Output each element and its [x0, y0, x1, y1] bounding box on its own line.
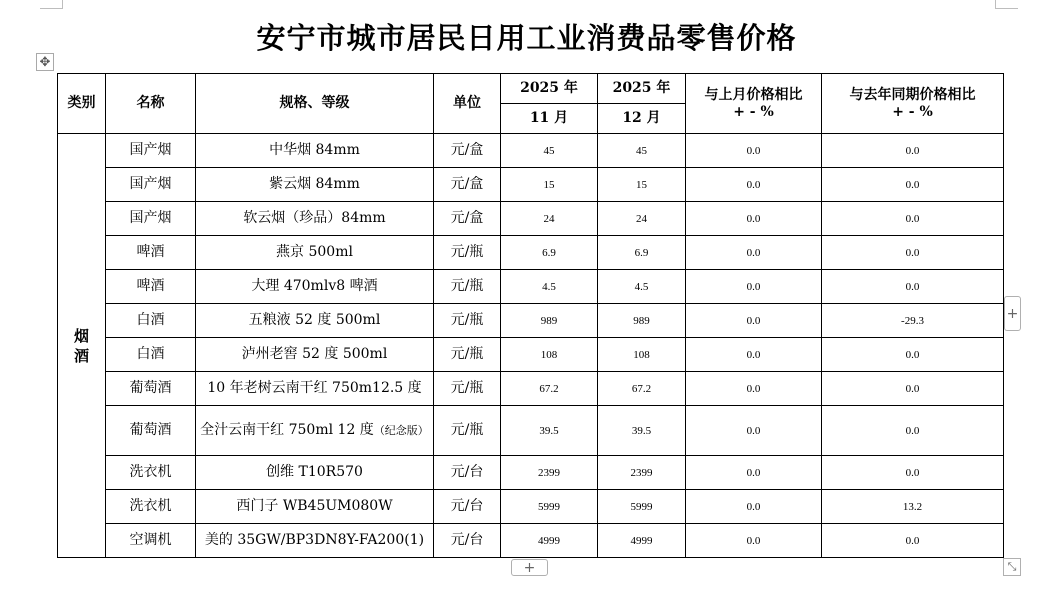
price-prev: 4.5 [501, 270, 598, 304]
item-name: 白酒 [106, 304, 196, 338]
item-spec: 10 年老树云南干红 750m12.5 度 [196, 372, 434, 406]
price-curr: 2399 [598, 456, 686, 490]
table-row [58, 456, 1004, 490]
item-name: 洗衣机 [106, 490, 196, 524]
category-cell [58, 134, 106, 558]
item-name: 空调机 [106, 524, 196, 558]
item-name: 啤酒 [106, 270, 196, 304]
header-prev-year: 2025 年 [501, 74, 598, 104]
price-curr: 4999 [598, 524, 686, 558]
price-curr: 108 [598, 338, 686, 372]
table-row [58, 134, 1004, 168]
item-unit: 元/台 [434, 490, 501, 524]
change-mom: 0.0 [686, 304, 822, 338]
item-spec: 软云烟（珍品）84mm [196, 202, 434, 236]
price-curr: 39.5 [598, 406, 686, 456]
change-yoy: 0.0 [822, 406, 1004, 456]
diagonal-resize-icon: ⤡ [1007, 560, 1017, 573]
price-table [57, 73, 1004, 558]
item-name: 洗衣机 [106, 456, 196, 490]
change-mom: 0.0 [686, 168, 822, 202]
header-curr-year: 2025 年 [598, 74, 686, 104]
item-unit: 元/台 [434, 524, 501, 558]
item-name: 葡萄酒 [106, 406, 196, 456]
table-move-handle[interactable] [36, 53, 54, 71]
item-spec: 五粮液 52 度 500ml [196, 304, 434, 338]
header-category: 类别 [58, 74, 106, 134]
change-mom: 0.0 [686, 270, 822, 304]
change-yoy: 0.0 [822, 202, 1004, 236]
header-spec: 规格、等级 [196, 74, 434, 134]
header-prev-month: 11 月 [501, 104, 598, 134]
table-row [58, 236, 1004, 270]
change-yoy: 13.2 [822, 490, 1004, 524]
change-yoy: 0.0 [822, 236, 1004, 270]
price-prev: 2399 [501, 456, 598, 490]
table-row [58, 372, 1004, 406]
item-unit: 元/瓶 [434, 270, 501, 304]
change-yoy: 0.0 [822, 372, 1004, 406]
price-prev: 45 [501, 134, 598, 168]
table-resize-handle[interactable] [1003, 558, 1021, 576]
item-unit: 元/瓶 [434, 372, 501, 406]
plus-icon: + [1006, 305, 1019, 322]
plus-icon: + [523, 559, 536, 576]
item-name: 葡萄酒 [106, 372, 196, 406]
price-prev: 6.9 [501, 236, 598, 270]
item-unit: 元/台 [434, 456, 501, 490]
table-row [58, 406, 1004, 456]
price-prev: 15 [501, 168, 598, 202]
table-row [58, 490, 1004, 524]
item-spec: 创维 T10R570 [196, 456, 434, 490]
header-mom-unit: + - % [733, 103, 774, 120]
item-unit: 元/瓶 [434, 338, 501, 372]
header-curr-month: 12 月 [598, 104, 686, 134]
price-curr: 45 [598, 134, 686, 168]
add-column-button[interactable] [511, 559, 548, 576]
add-row-button[interactable] [1004, 296, 1021, 331]
change-yoy: 0.0 [822, 456, 1004, 490]
change-yoy: 0.0 [822, 168, 1004, 202]
item-spec: 西门子 WB45UM080W [196, 490, 434, 524]
price-curr: 989 [598, 304, 686, 338]
change-yoy: 0.0 [822, 338, 1004, 372]
header-yoy-label: 与去年同期价格相比 [849, 86, 976, 103]
category-label: 烟酒 [74, 326, 90, 365]
table-row [58, 168, 1004, 202]
item-spec: 泸州老窖 52 度 500ml [196, 338, 434, 372]
change-mom: 0.0 [686, 236, 822, 270]
item-spec: 大理 470mlv8 啤酒 [196, 270, 434, 304]
document-title: 安宁市城市居民日用工业消费品零售价格 [256, 21, 797, 55]
price-prev: 108 [501, 338, 598, 372]
price-curr: 24 [598, 202, 686, 236]
header-yoy-unit: + - % [892, 103, 933, 120]
item-name: 国产烟 [106, 202, 196, 236]
item-unit: 元/盒 [434, 134, 501, 168]
change-mom: 0.0 [686, 406, 822, 456]
page-corner-mark-right [995, 0, 1018, 9]
change-mom: 0.0 [686, 372, 822, 406]
header-name: 名称 [106, 74, 196, 134]
price-prev: 5999 [501, 490, 598, 524]
header-mom [686, 74, 822, 134]
page-corner-mark-left [40, 0, 63, 9]
table-row [58, 524, 1004, 558]
change-mom: 0.0 [686, 202, 822, 236]
move-cross-icon: ✥ [39, 54, 51, 70]
change-yoy: 0.0 [822, 270, 1004, 304]
item-name: 国产烟 [106, 134, 196, 168]
change-mom: 0.0 [686, 456, 822, 490]
price-curr: 5999 [598, 490, 686, 524]
change-mom: 0.0 [686, 338, 822, 372]
item-spec-text: 全汁云南干红 750ml 12 度 [200, 422, 374, 438]
item-unit: 元/瓶 [434, 304, 501, 338]
item-spec: 美的 35GW/BP3DN8Y-FA200(1) [196, 524, 434, 558]
item-name: 国产烟 [106, 168, 196, 202]
price-curr: 6.9 [598, 236, 686, 270]
item-name: 啤酒 [106, 236, 196, 270]
change-yoy: 0.0 [822, 524, 1004, 558]
change-yoy: 0.0 [822, 134, 1004, 168]
item-unit: 元/盒 [434, 168, 501, 202]
header-unit: 单位 [434, 74, 501, 134]
header-mom-label: 与上月价格相比 [704, 86, 803, 103]
item-spec [196, 406, 434, 456]
change-mom: 0.0 [686, 524, 822, 558]
item-name: 白酒 [106, 338, 196, 372]
item-unit: 元/瓶 [434, 236, 501, 270]
item-spec: 中华烟 84mm [196, 134, 434, 168]
item-unit: 元/瓶 [434, 406, 501, 456]
price-curr: 4.5 [598, 270, 686, 304]
price-curr: 67.2 [598, 372, 686, 406]
item-unit: 元/盒 [434, 202, 501, 236]
price-prev: 989 [501, 304, 598, 338]
price-prev: 24 [501, 202, 598, 236]
item-spec-note: （纪念版） [373, 424, 429, 437]
price-prev: 4999 [501, 524, 598, 558]
change-yoy: -29.3 [822, 304, 1004, 338]
change-mom: 0.0 [686, 490, 822, 524]
header-yoy [822, 74, 1004, 134]
table-row [58, 270, 1004, 304]
price-curr: 15 [598, 168, 686, 202]
table-row [58, 338, 1004, 372]
item-spec: 紫云烟 84mm [196, 168, 434, 202]
price-prev: 39.5 [501, 406, 598, 456]
change-mom: 0.0 [686, 134, 822, 168]
table-row [58, 304, 1004, 338]
price-prev: 67.2 [501, 372, 598, 406]
price-table-container [57, 73, 1004, 558]
header-row [58, 74, 1004, 104]
table-row [58, 202, 1004, 236]
item-spec: 燕京 500ml [196, 236, 434, 270]
